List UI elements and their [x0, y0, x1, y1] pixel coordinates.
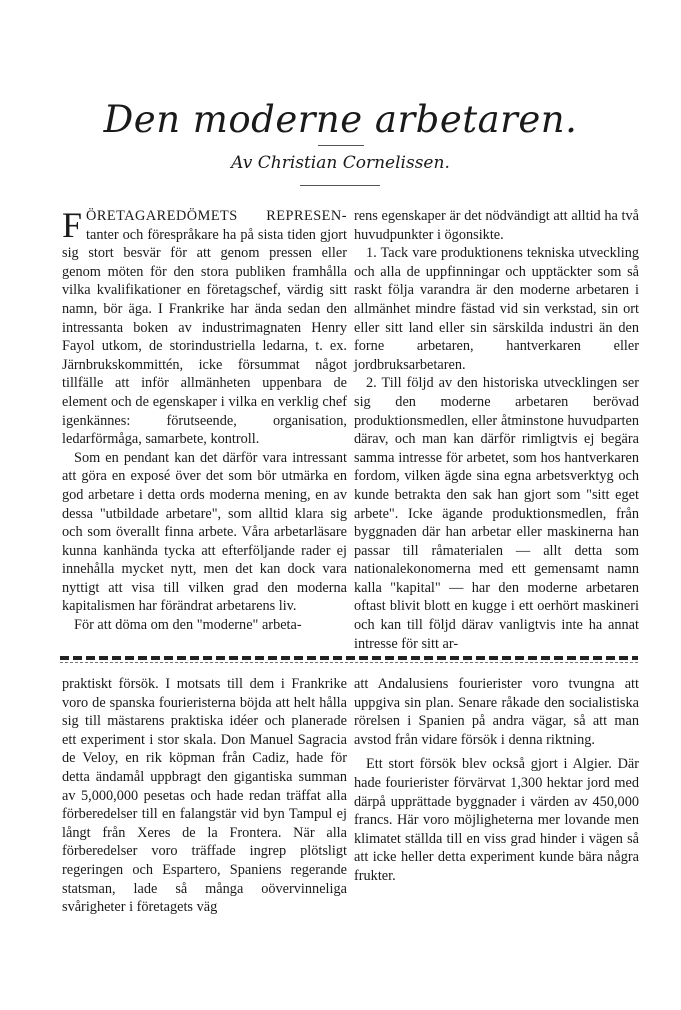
paragraph: praktiskt försök. I motsats till dem i Frankrike voro de spanska fourieristerna böjda att helt hålla sig till mästarens praktiska idéer och planerade ett experiment i stor skala. Don Manuel Sagracia de Veloy, en rik köpman från Cadiz, hade för detta ändamål uppbragt den gigantiska summan av 5,000,000 pesetas och hade redan träffat alla förberedelser till en falangstär vid byn Tampul ej långt från Xeres de la Frontera. När alla förberedelser voro träffade ingrep plötsligt regeringen och Espartero, Spaniens regerande statsman, lade så många oövervinneliga svårigheter i företagets väg	[62, 676, 347, 916]
top-column-left	[62, 207, 347, 635]
drop-cap: F	[62, 205, 83, 245]
paragraph: För att döma om den "moderne" arbeta-	[74, 617, 302, 634]
paragraph: 2. Till följd av den historiska utvecklingen ser sig den moderne arbetaren berövad produktionsmedlen, eller åtminstone huvudparten därav, och man kan därför rimligtvis ej begära samma intresse för arbetet, som hos hantverkaren fordom, vilken ägde sina egna arbetsverktyg och kunde betrakta den sak han gjort som "sitt eget arbete". Icke ägande produktionsmedlen, från byggnaden där han arbetar eller maskinerna han passar till råmaterialen — allt detta som nationalekonomerna med ett gemensamt namn kalla "kapital" — har den moderne arbetaren oftast blivit blott en kugge i ett oerhört maskineri och kan till följd därav vanligtvis inte ha annat intresse för sitt ar-	[354, 375, 639, 652]
article-byline: Av Christian Cornelissen.	[231, 153, 450, 173]
paragraph: 1. Tack vare produktionens tekniska utveckling och alla de uppfinningar och upptäckter som så raskt följa varandra är den moderne arbetaren i allmänhet mindre fästad vid sin verkstad, sin ort eller sitt land eller sin särskilda industri än den forne arbetaren, hantverkaren eller jordbruksarbetaren.	[354, 245, 639, 373]
paragraph	[62, 207, 347, 449]
paragraph: att Andalusiens fourierister voro tvungna att uppgiva sin plan. Senare råkade den socialistiska rörelsen i Spanien på andra vägar, så att man avstod från vidare försök i denna riktning.	[354, 676, 639, 748]
title-rule	[318, 145, 364, 146]
section-divider	[60, 656, 638, 660]
bottom-column-left	[62, 675, 347, 917]
paragraph: Ett stort försök blev också gjort i Algier. Där hade fourierister förvärvat 1,300 hektar jord med därpå upprättade byggnader i värden av 450,000 francs. Här voro möjligheterna mer lovande men klimatet ställda till en viss grad hinder i vägen så att icke heller detta experiment kunde bära några frukter.	[354, 756, 639, 884]
section-divider-underline	[60, 662, 638, 663]
byline-rule	[300, 185, 380, 186]
paragraph-opening-caps: ÖRETAGAREDÖMETS REPRESEN-	[86, 208, 347, 224]
top-column-right	[354, 207, 639, 653]
paragraph-text: tanter och förespråkare ha på sista tiden gjort sig stort besvär för att genom pressen eller genom möten för den stora publiken framhålla vilka kvalifikationer en företagschef, värdig sitt namn, bör äga. I Frankrike har ända sedan den intressanta boken av industrimagnaten Henry Fayol utkom, de storindustriella ledarna, t. ex. Järnbrukskommittén, icke försummat något tillfälle att inför allmänheten uppenbara de element och de egenskaper i vilka en verklig chef igenkännes: förutseende, organisation, ledarförmåga, samarbete, kontroll.	[62, 226, 347, 448]
paragraph: Som en pendant kan det därför vara intressant att göra en exposé över det som bör utmärka en god arbetare i detta ords moderna mening, en av dessa "utbildade arbetare", som alltid klara sig och som överallt finna arbete. Våra arbetarläsare kunna kanhända tycka att efterföljande rader ej innehålla mycket nytt, men det kan dock vara nyttigt att visa till vilken grad den moderna kapitalismen har förändrat arbetarens liv.	[62, 449, 347, 615]
bottom-column-right	[354, 675, 639, 886]
paragraph: rens egenskaper är det nödvändigt att alltid ha två huvudpunkter i ögonsikte.	[354, 208, 639, 243]
article-title: Den moderne arbetaren.	[103, 98, 578, 141]
